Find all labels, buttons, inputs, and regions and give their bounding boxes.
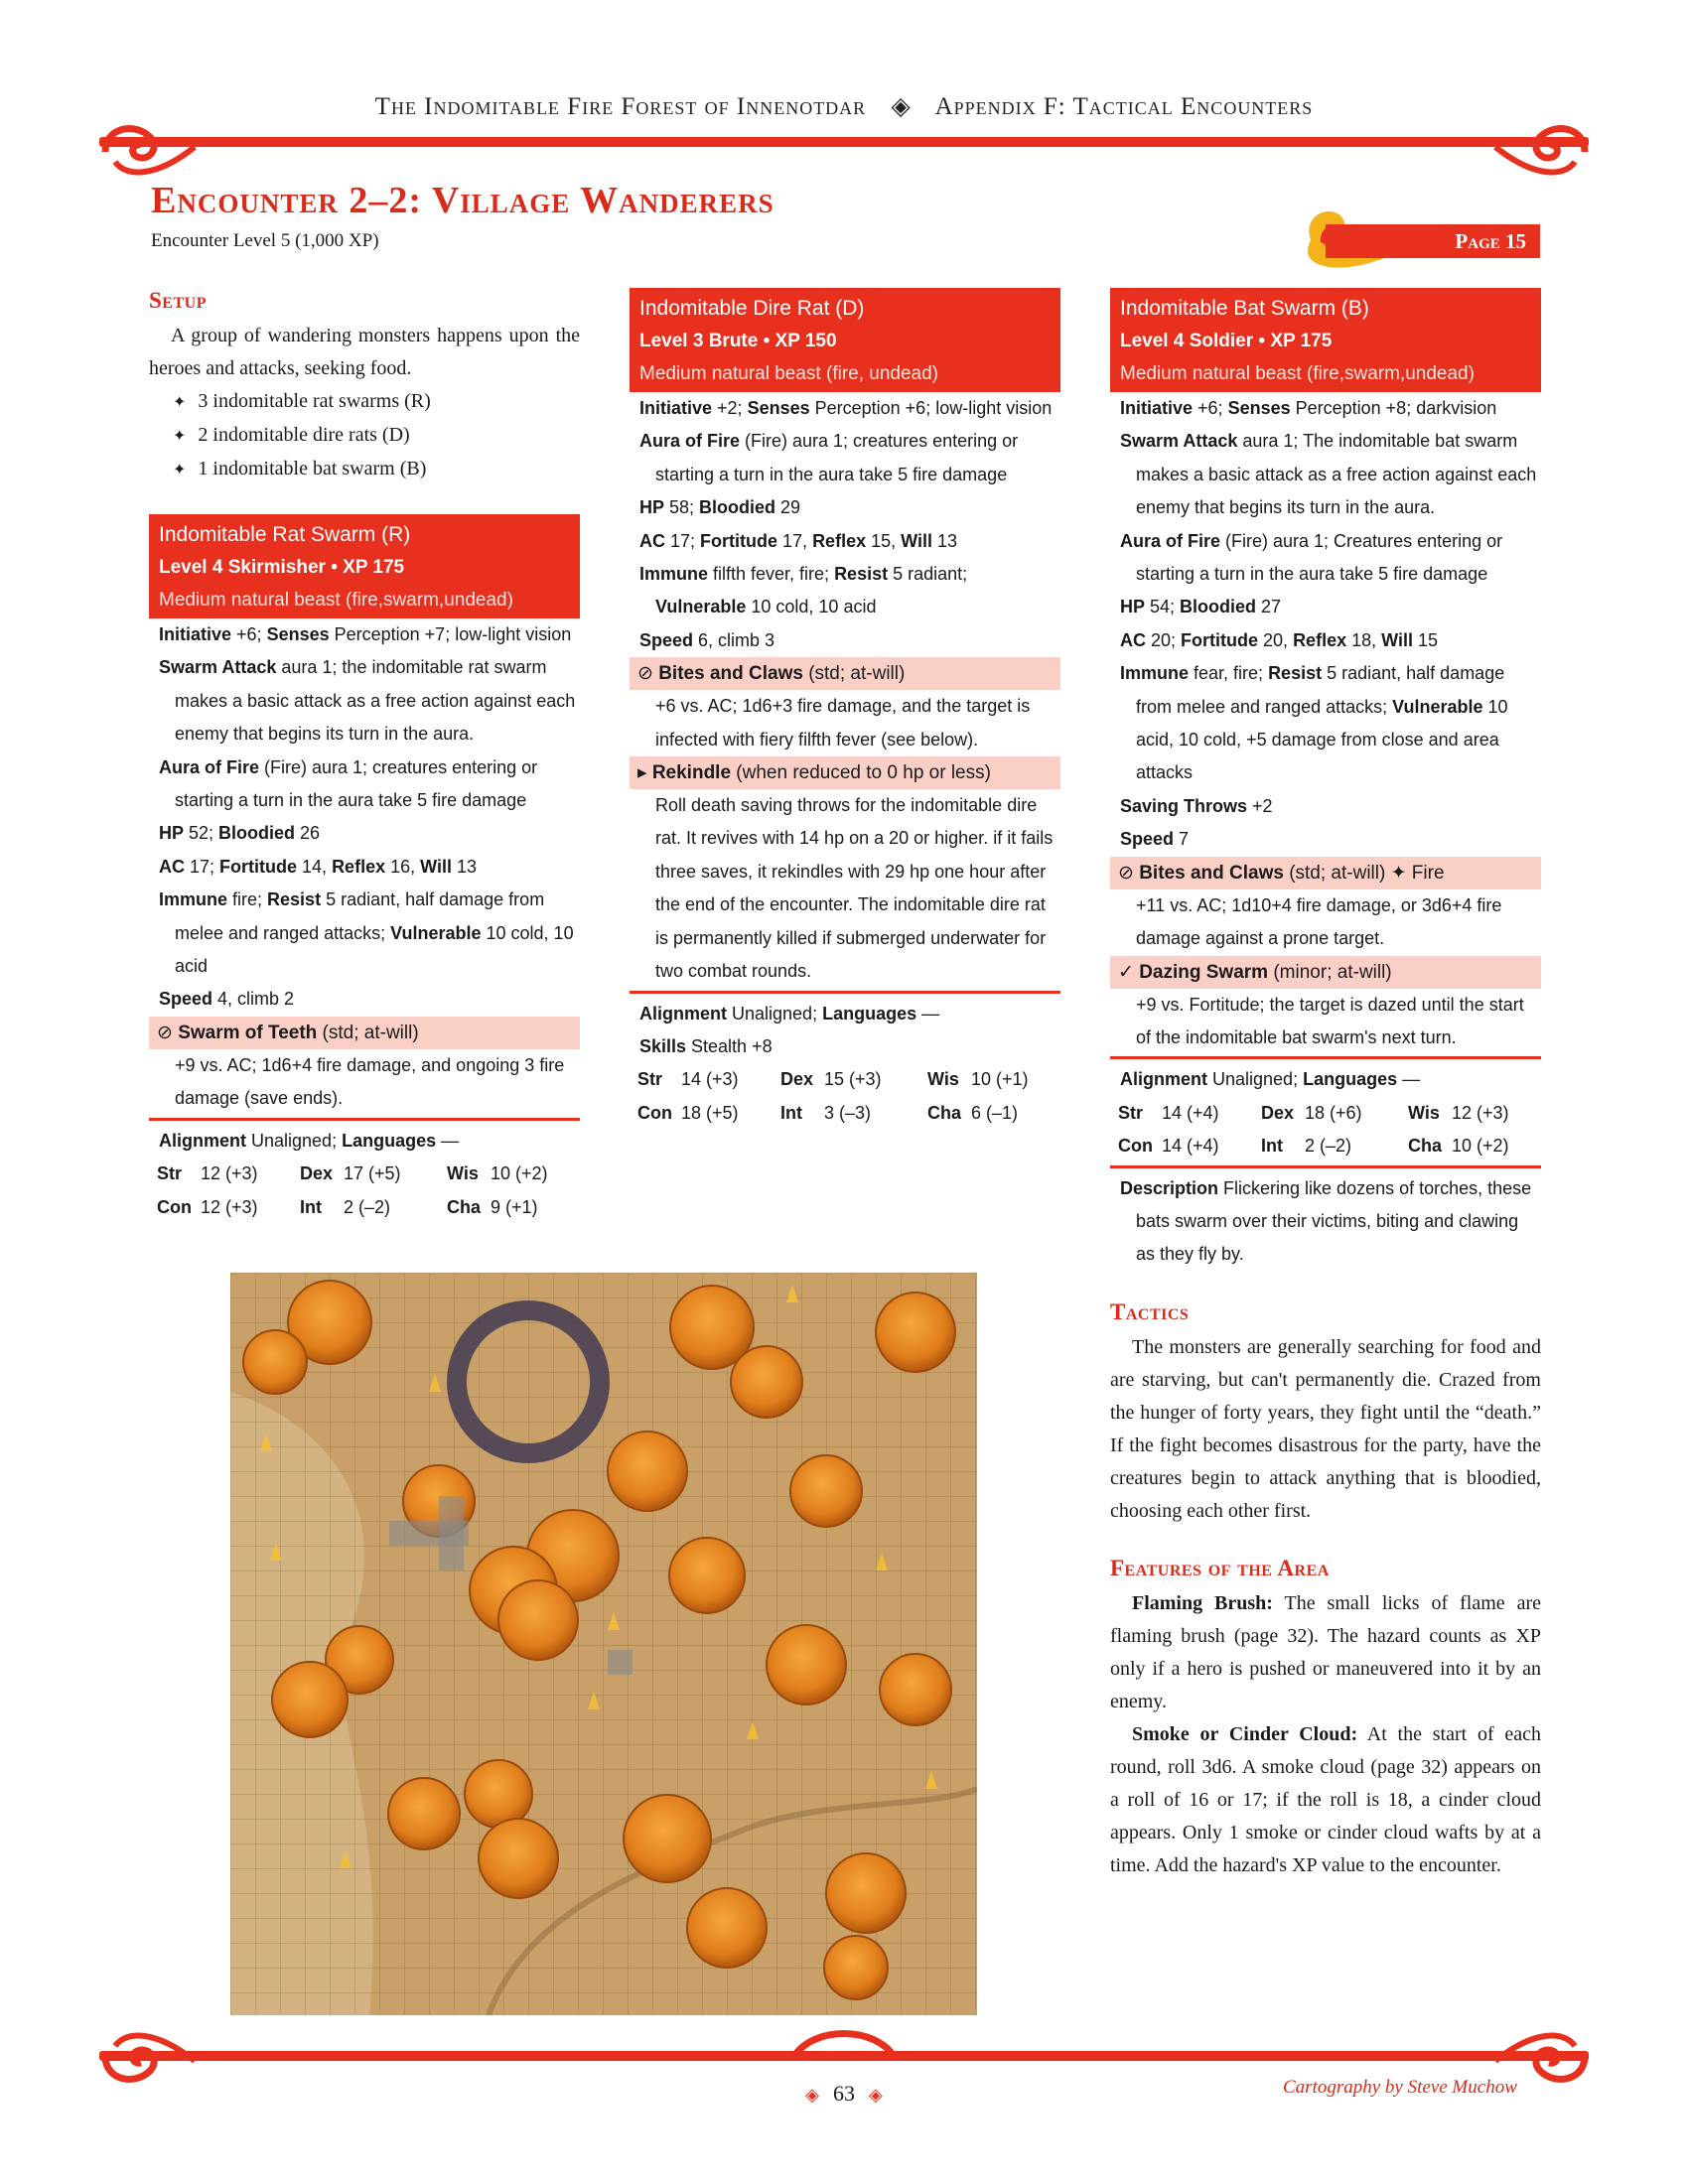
feature-flaming-brush: Flaming Brush: The small licks of flame are flaming brush (page 32). The hazard counts as XP only if a hero is pushed or maneuvered into it by an enemy.: [1110, 1591, 1541, 1712]
column-middle: [630, 288, 1060, 1130]
stat-line: Alignment Unaligned; Languages —: [639, 1003, 940, 1024]
stat-line: Skills Stealth +8: [639, 1035, 773, 1056]
stat-line: Aura of Fire (Fire) aura 1; creatures entering or starting a turn in the aura take 5 fire damage: [639, 431, 1019, 484]
stat-line: AC 17; Fortitude 17, Reflex 15, Will 13: [639, 530, 957, 551]
stat-line: Immune fear, fire; Resist 5 radiant, half damage from melee and ranged attacks; Vulnerable 10 acid, 10 cold, +5 damage from close and area attacks: [1120, 663, 1508, 783]
list-item: ✦ 3 indomitable rat swarms (R): [173, 385, 580, 419]
minor-action-icon: ✓: [1118, 961, 1134, 983]
tactics-heading: Tactics: [1110, 1298, 1190, 1324]
power-text: Roll death saving throws for the indomitable dire rat. It revives with 14 hp on a 20 or higher. if it fails three saves, it rekindles with 29 hp one hour after the end of the encounter. The indomitable dire rat is permanently killed if submerged underwater for two combat rounds.: [655, 795, 1054, 982]
stat-line: HP 58; Bloodied 29: [639, 497, 801, 518]
cartography-credit: Cartography by Steve Muchow: [1283, 2077, 1517, 2098]
stat-block-header: [630, 288, 1060, 392]
stat-line: Aura of Fire (Fire) aura 1; Creatures entering or starting a turn in the aura take 5 fire damage: [1120, 530, 1503, 585]
stat-line: HP 52; Bloodied 26: [159, 823, 321, 844]
monster-type: Medium natural beast (fire, undead): [639, 363, 938, 384]
stat-block-header: [149, 514, 580, 618]
tactics-text: The monsters are generally searching for food and are starving, but can't permanently die. Crazed from the hunger of forty years, they fight until the “death.” If the fight becomes disastrous for the party, have the creatures begin to attack anything that is bloodied, choosing each other first.: [1110, 1335, 1541, 1522]
diamond-icon: ◈: [805, 2085, 819, 2105]
diamond-icon: ◈: [869, 2085, 883, 2105]
divider: [1110, 1165, 1541, 1168]
stat-line: Swarm Attack aura 1; the indomitable rat swarm makes a basic attack as a free action against each enemy that begins its turn in the aura.: [159, 657, 576, 745]
ability-scores: Str 12 (+3) Dex 17 (+5) Wis 10 (+2) Con 12 (+3) Int 2 (–2) Cha 9 (+1): [157, 1163, 548, 1217]
monster-type: Medium natural beast (fire,swarm,undead): [1120, 363, 1475, 384]
monster-level: Level 4 Soldier • XP 175: [1120, 331, 1333, 351]
monster-level: Level 3 Brute • XP 150: [639, 331, 837, 351]
stat-line: Initiative +6; Senses Perception +7; low-light vision: [159, 624, 572, 644]
corner-flourish-icon: [95, 117, 205, 187]
page-tab: Page 15: [1326, 224, 1540, 258]
center-flourish-icon: [784, 2021, 904, 2061]
encounter-level: Encounter Level 5 (1,000 XP): [151, 230, 379, 251]
top-border: [99, 137, 1589, 147]
power-header: ⊘ Swarm of Teeth (std; at-will): [149, 1017, 580, 1049]
at-will-icon: ⊘: [637, 663, 653, 685]
at-will-icon: ⊘: [157, 1022, 173, 1043]
stat-line: Alignment Unaligned; Languages —: [159, 1130, 460, 1151]
divider: [1110, 1056, 1541, 1059]
list-item: ✦ 1 indomitable bat swarm (B): [173, 453, 580, 486]
stat-block-header: [1110, 288, 1541, 392]
stat-line: Swarm Attack aura 1; The indomitable bat swarm makes a basic attack as a free action against each enemy that begins its turn in the aura.: [1120, 431, 1537, 518]
stat-line: Speed 4, climb 2: [159, 989, 295, 1010]
power-text: +9 vs. AC; 1d6+4 fire damage, and ongoing 3 fire damage (save ends).: [175, 1054, 565, 1109]
battle-map-image: [230, 1273, 977, 2015]
stat-line: Description Flickering like dozens of torches, these bats swarm over their victims, biting and clawing as they fly by.: [1120, 1177, 1532, 1265]
divider: [149, 1118, 580, 1121]
ability-scores: Str 14 (+4) Dex 18 (+6) Wis 12 (+3) Con 14 (+4) Int 2 (–2) Cha 10 (+2): [1118, 1102, 1509, 1157]
monster-level: Level 4 Skirmisher • XP 175: [159, 557, 405, 578]
monster-type: Medium natural beast (fire,swarm,undead): [159, 590, 513, 611]
stat-line: Saving Throws +2: [1120, 795, 1273, 816]
page-number: 63: [833, 2081, 855, 2106]
power-header: ⊘ Bites and Claws (std; at-will) ✦ Fire: [1110, 857, 1541, 889]
setup-heading: Setup: [149, 288, 207, 313]
column-left: [149, 288, 580, 1224]
encounter-title: Encounter 2–2: Village Wanderers: [151, 180, 774, 221]
ability-scores: Str 14 (+3) Dex 15 (+3) Wis 10 (+1) Con 18 (+5) Int 3 (–3) Cha 6 (–1): [637, 1069, 1029, 1123]
monster-name: Indomitable Rat Swarm (R): [159, 523, 411, 546]
power-text: +11 vs. AC; 1d10+4 fire damage, or 3d6+4 fire damage against a prone target.: [1136, 894, 1502, 949]
stat-line: Initiative +2; Senses Perception +6; low-light vision: [639, 398, 1053, 418]
features-heading: Features of the Area: [1110, 1555, 1330, 1580]
setup-list: [149, 385, 580, 486]
book-title: The Indomitable Fire Forest of Innenotdar: [374, 93, 867, 120]
appendix-title: Appendix F: Tactical Encounters: [934, 93, 1314, 120]
power-text: +9 vs. Fortitude; the target is dazed until the start of the indomitable bat swarm's next turn.: [1136, 994, 1524, 1047]
stat-line: HP 54; Bloodied 27: [1120, 597, 1282, 617]
stat-line: AC 20; Fortitude 20, Reflex 18, Will 15: [1120, 629, 1438, 650]
corner-flourish-icon: [1485, 117, 1595, 187]
power-header: ⊘ Bites and Claws (std; at-will): [630, 657, 1060, 690]
stat-line: Aura of Fire (Fire) aura 1; creatures entering or starting a turn in the aura take 5 fire damage: [159, 756, 538, 811]
triggered-icon: ▸: [637, 762, 647, 784]
feature-smoke-cloud: Smoke or Cinder Cloud: At the start of each round, roll 3d6. A smoke cloud (page 32) appears on a roll of 16 or 17; if the roll is 18, a cinder cloud appears. Only 1 smoke or cinder cloud wafts by at a time. Add the hazard's XP value to the encounter.: [1110, 1722, 1542, 1876]
power-header: ✓ Dazing Swarm (minor; at-will): [1110, 956, 1541, 989]
stat-line: Speed 7: [1120, 829, 1190, 850]
stat-line: Speed 6, climb 3: [639, 629, 775, 650]
stat-line: AC 17; Fortitude 14, Reflex 16, Will 13: [159, 856, 477, 877]
list-item: ✦ 2 indomitable dire rats (D): [173, 419, 580, 453]
stat-line: Immune fire; Resist 5 radiant, half damage from melee and ranged attacks; Vulnerable 10 cold, 10 acid: [159, 889, 574, 977]
stat-line: Initiative +6; Senses Perception +8; darkvision: [1120, 398, 1497, 418]
power-header: ▸ Rekindle (when reduced to 0 hp or less): [630, 756, 1060, 789]
diamond-separator-icon: ◈: [891, 93, 912, 120]
stat-line: Alignment Unaligned; Languages —: [1120, 1069, 1421, 1090]
at-will-icon: ⊘: [1118, 862, 1134, 884]
setup-text: A group of wandering monsters happens upon the heroes and attacks, seeking food.: [149, 325, 580, 379]
monster-name: Indomitable Bat Swarm (B): [1120, 297, 1369, 320]
running-head: [0, 91, 1688, 121]
column-right: [1110, 288, 1541, 1882]
divider: [630, 991, 1060, 994]
battle-map: [230, 1273, 977, 2015]
monster-name: Indomitable Dire Rat (D): [639, 297, 865, 320]
stat-line: Immune filfth fever, fire; Resist 5 radiant; Vulnerable 10 cold, 10 acid: [639, 564, 968, 617]
power-text: +6 vs. AC; 1d6+3 fire damage, and the target is infected with fiery filfth fever (see below).: [655, 696, 1031, 750]
